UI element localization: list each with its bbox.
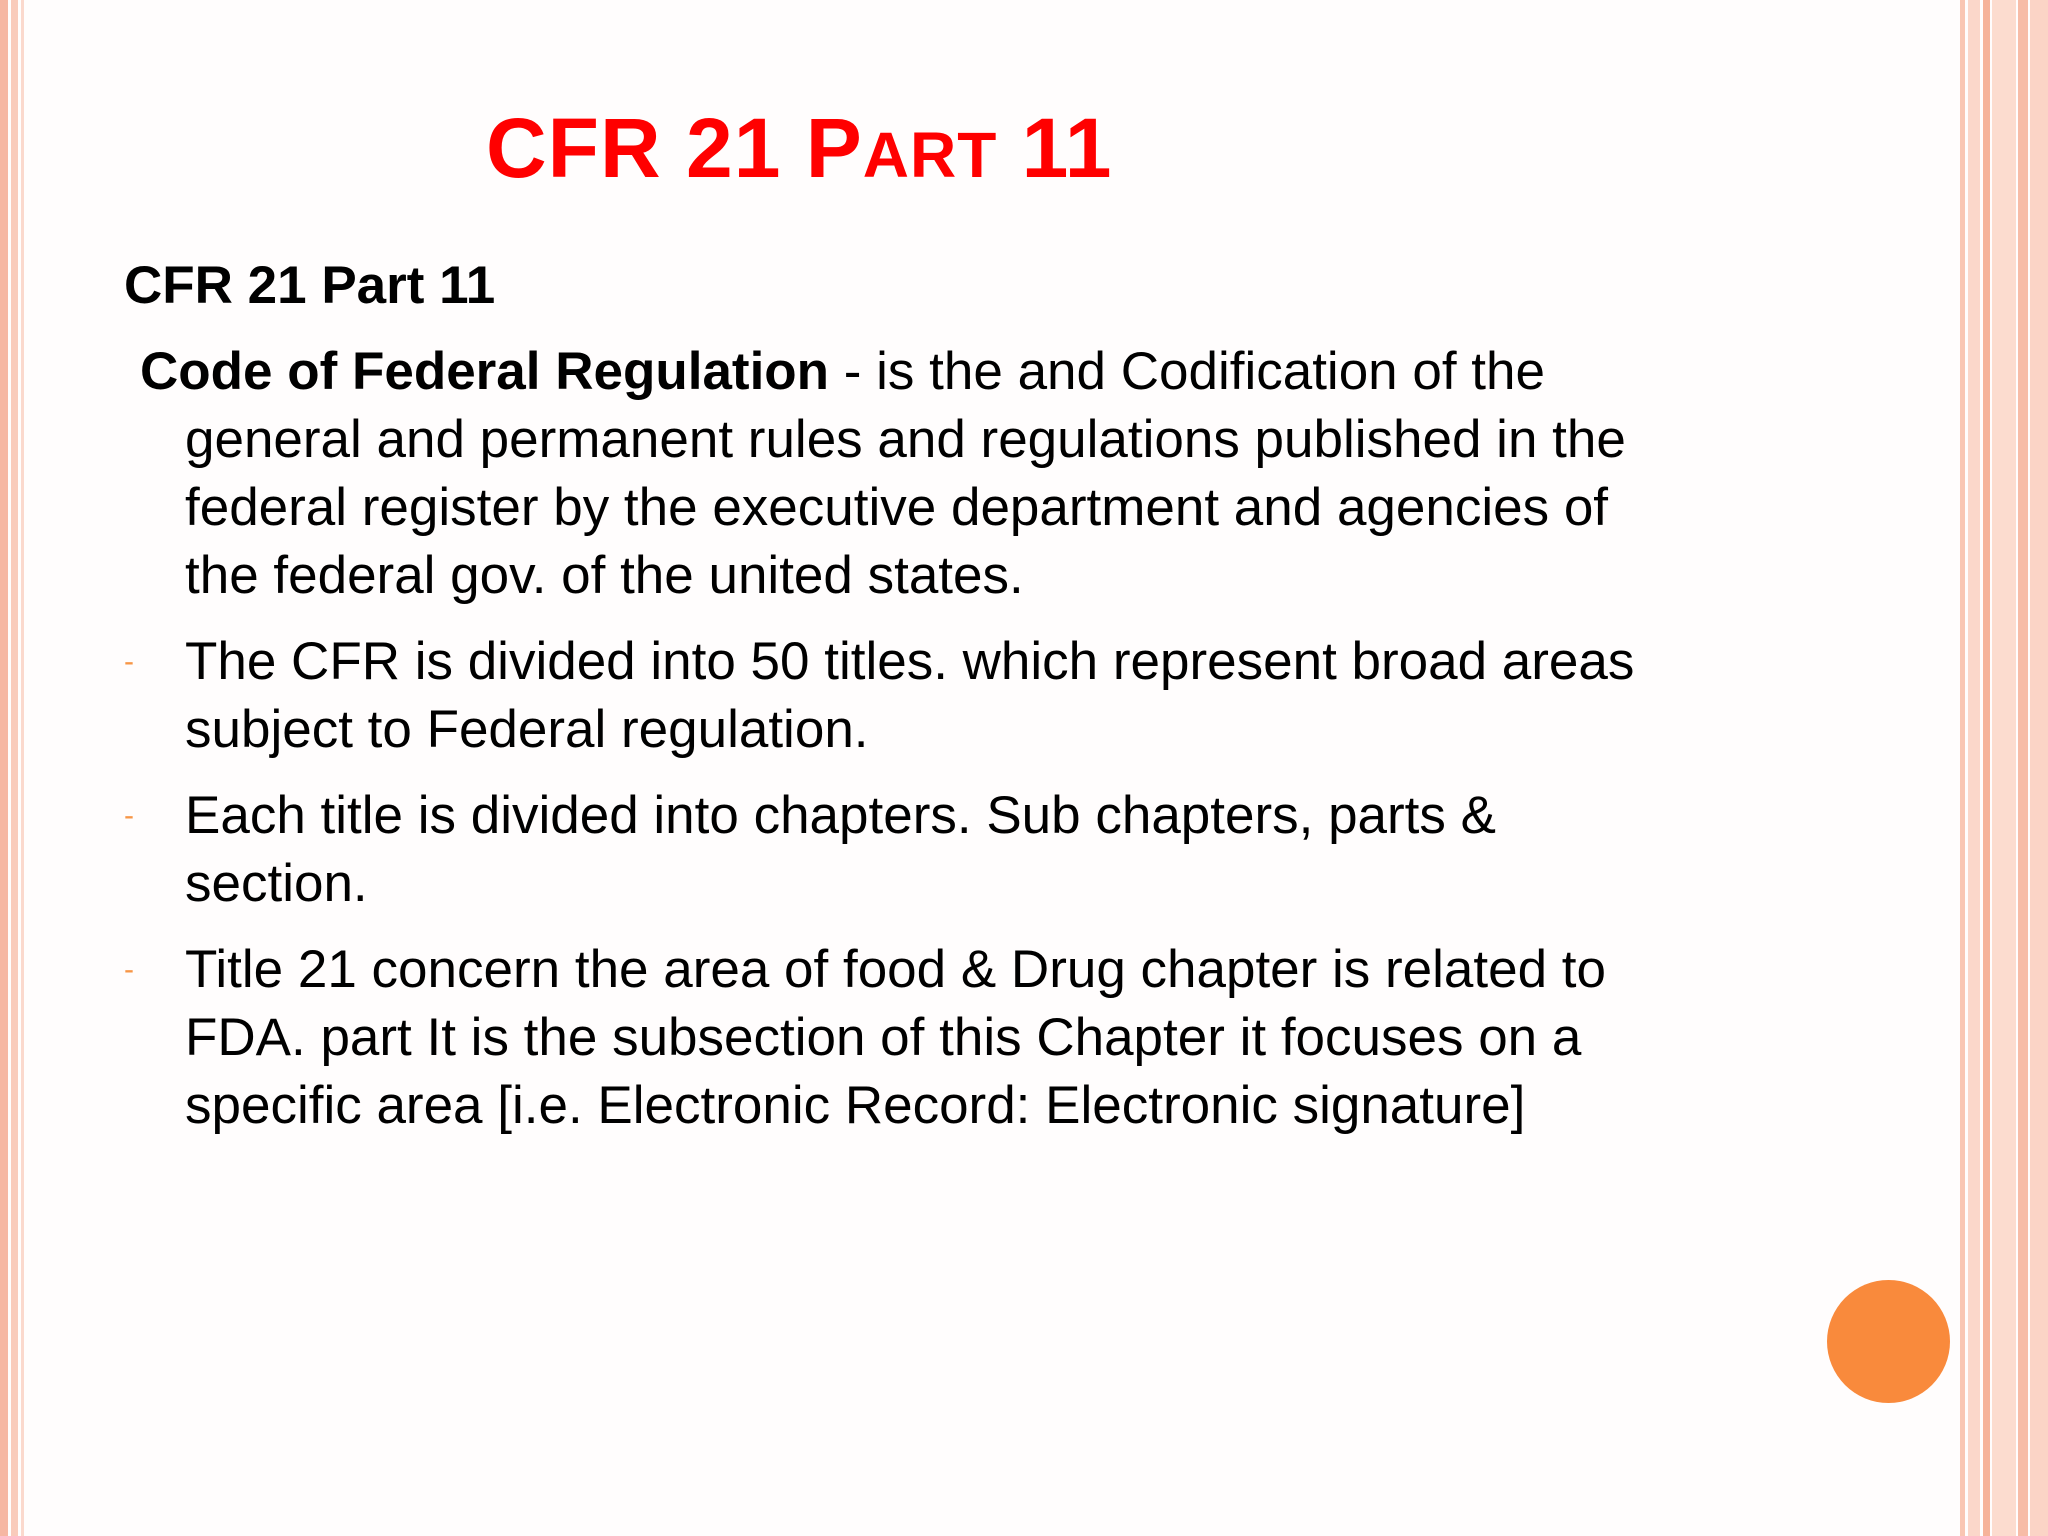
bullet-marker: - xyxy=(124,799,134,832)
left-border-stripe xyxy=(0,0,8,1536)
definition-line-4: the federal gov. of the united states. xyxy=(185,546,1024,605)
right-border-stripe xyxy=(2018,0,2028,1536)
definition-line-3: federal register by the executive department and agencies of xyxy=(185,478,1609,537)
definition-line-2: general and permanent rules and regulations published in the xyxy=(185,410,1626,469)
slide-title xyxy=(486,98,1112,205)
definition-line-1: - is the and Codification of the xyxy=(829,342,1545,401)
bullet-marker: - xyxy=(124,645,134,678)
right-border-stripe xyxy=(1960,0,1965,1536)
right-border-stripe xyxy=(2030,0,2048,1536)
bullet-line: Title 21 concern the area of food & Drug chapter is related to xyxy=(185,940,1607,999)
title-smallcaps: ART xyxy=(862,119,998,191)
title-end: 11 xyxy=(997,101,1113,195)
bullet-line: subject to Federal regulation. xyxy=(185,700,869,759)
bullet-text xyxy=(185,936,1606,1140)
right-border-stripe xyxy=(1968,0,1980,1536)
bullet-line: specific area [i.e. Electronic Record: Electronic signature] xyxy=(185,1076,1526,1135)
definition-first-line xyxy=(140,338,1760,406)
definition-paragraph xyxy=(140,338,1760,610)
bullet-line: section. xyxy=(185,854,368,913)
subheading: CFR 21 Part 11 xyxy=(124,256,496,315)
right-border-stripe xyxy=(1992,0,2016,1536)
bullet-line: The CFR is divided into 50 titles. which represent broad areas xyxy=(185,632,1635,691)
left-border-stripe xyxy=(21,0,24,1536)
bullet-marker: - xyxy=(124,953,134,986)
left-border-stripe xyxy=(11,0,18,1536)
bullet-text xyxy=(185,782,1496,918)
decorative-orange-circle xyxy=(1827,1280,1950,1403)
right-border-stripe xyxy=(1983,0,1990,1536)
bullet-line: Each title is divided into chapters. Sub chapters, parts & xyxy=(185,786,1496,845)
bullet-text xyxy=(185,628,1634,764)
title-main: CFR 21 P xyxy=(486,101,863,195)
definition-term: Code of Federal Regulation xyxy=(140,342,830,401)
bullet-line: FDA. part It is the subsection of this Chapter it focuses on a xyxy=(185,1008,1582,1067)
